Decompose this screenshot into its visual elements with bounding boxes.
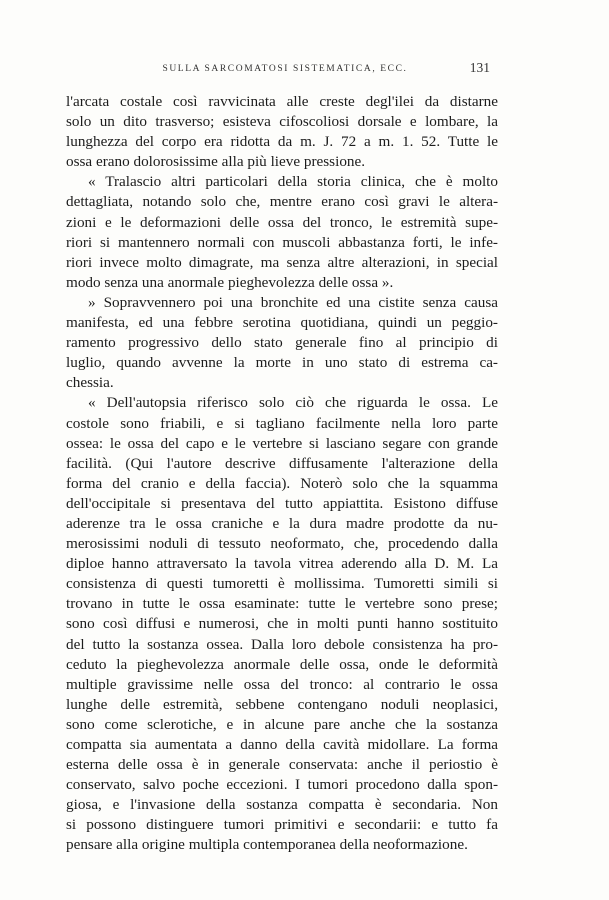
text-line: sono così diffusi e numerosi, che in molti punti hanno sostituito <box>66 615 498 633</box>
text-line: esterna delle ossa è in generale conservata: anche il periostio è <box>66 756 498 774</box>
text-line: zioni e le deformazioni delle ossa del tronco, le estremità supe- <box>66 213 498 231</box>
text-line: ossea: le ossa del capo e le vertebre si lasciano segare con grande <box>66 434 498 452</box>
text-line: conservato, salvo poche eccezioni. I tumori procedono dalla spon- <box>66 776 498 794</box>
text-line: « Dell'autopsia riferisco solo ciò che riguarda le ossa. Le <box>88 394 498 412</box>
text-line: sono come sclerotiche, e in alcune pare anche che la sostanza <box>66 715 498 733</box>
text-line: dell'occipitale si presentava del tutto appiattita. Esistono diffuse <box>66 494 498 512</box>
text-line: facilità. (Qui l'autore descrive diffusamente l'alterazione della <box>66 454 498 472</box>
text-line: diploe hanno attraversato la tavola vitrea aderendo alla D. M. La <box>66 555 498 573</box>
text-line: l'arcata costale così ravvicinata alle creste degl'ilei da distarne <box>66 93 498 110</box>
text-line: pensare alla origine multipla contemporanea della neoformazione. <box>66 836 468 854</box>
text-line: solo un dito trasverso; esisteva cifoscoliosi dorsale e lombare, la <box>66 113 498 131</box>
text-line: luglio, quando avvenne la morte in uno stato di estrema ca- <box>66 354 498 372</box>
text-line: lunghe delle estremità, sebbene contengano noduli neoplasici, <box>66 695 498 713</box>
text-line: trovano in tutte le ossa esaminate: tutte le vertebre sono prese; <box>66 595 498 613</box>
text-line: riori invece molto dimagrate, ma senza altre alterazioni, in special <box>66 253 498 271</box>
text-line: consistenza di questi tumoretti è mollissima. Tumoretti simili si <box>66 575 498 593</box>
text-line: « Tralascio altri particolari della storia clinica, che è molto <box>88 173 498 191</box>
text-line: ramento progressivo dello stato generale fino al principio di <box>66 334 498 352</box>
text-line: modo senza una anormale pieghevolezza delle ossa ». <box>66 273 394 291</box>
text-line: » Sopravvennero poi una bronchite ed una cistite senza causa <box>88 293 498 311</box>
text-line: forma del cranio e della faccia). Noterò solo che la squamma <box>66 474 498 492</box>
text-line: aderenze tra le ossa craniche e la dura madre prodotte da nu- <box>66 514 498 532</box>
running-title: SULLA SARCOMATOSI SISTEMATICA, ECC. <box>162 64 408 74</box>
text-line: ossa erano dolorosissime alla più lieve pressione. <box>66 153 366 171</box>
text-line: giosa, e l'invasione della sostanza compatta è secondaria. Non <box>66 796 498 814</box>
text-line: dettagliata, notando solo che, mentre erano così gravi le altera- <box>66 193 498 211</box>
body-text <box>66 92 498 856</box>
text-line: riori si mantennero normali con muscoli abbastanza forti, le infe- <box>66 233 498 251</box>
text-line: manifesta, ed una febbre serotina quotidiana, quindi un peggio- <box>66 314 498 332</box>
text-line: compatta sia aumentata a danno della cavità midollare. La forma <box>66 736 498 753</box>
text-line: lunghezza del corpo era ridotta da m. J. 72 a m. 1. 52. Tutte le <box>66 133 498 151</box>
text-line: costole sono friabili, e si tagliano facilmente nella loro parte <box>66 414 498 432</box>
text-line: del tutto la sostanza ossea. Dalla loro debole consistenza ha pro- <box>66 635 498 653</box>
text-line: merosissimi noduli di tessuto neoformato, che, procedendo dalla <box>66 535 498 553</box>
text-line: chessia. <box>66 374 114 392</box>
page-number: 131 <box>469 60 490 75</box>
text-line: multiple gravissime nelle ossa del tronco: al contrario le ossa <box>66 675 498 693</box>
text-line: ceduto la pieghevolezza anormale delle ossa, onde le deformità <box>66 655 498 673</box>
text-line: si possono distinguere tumori primitivi e secondarii: e tutto fa <box>66 816 498 834</box>
